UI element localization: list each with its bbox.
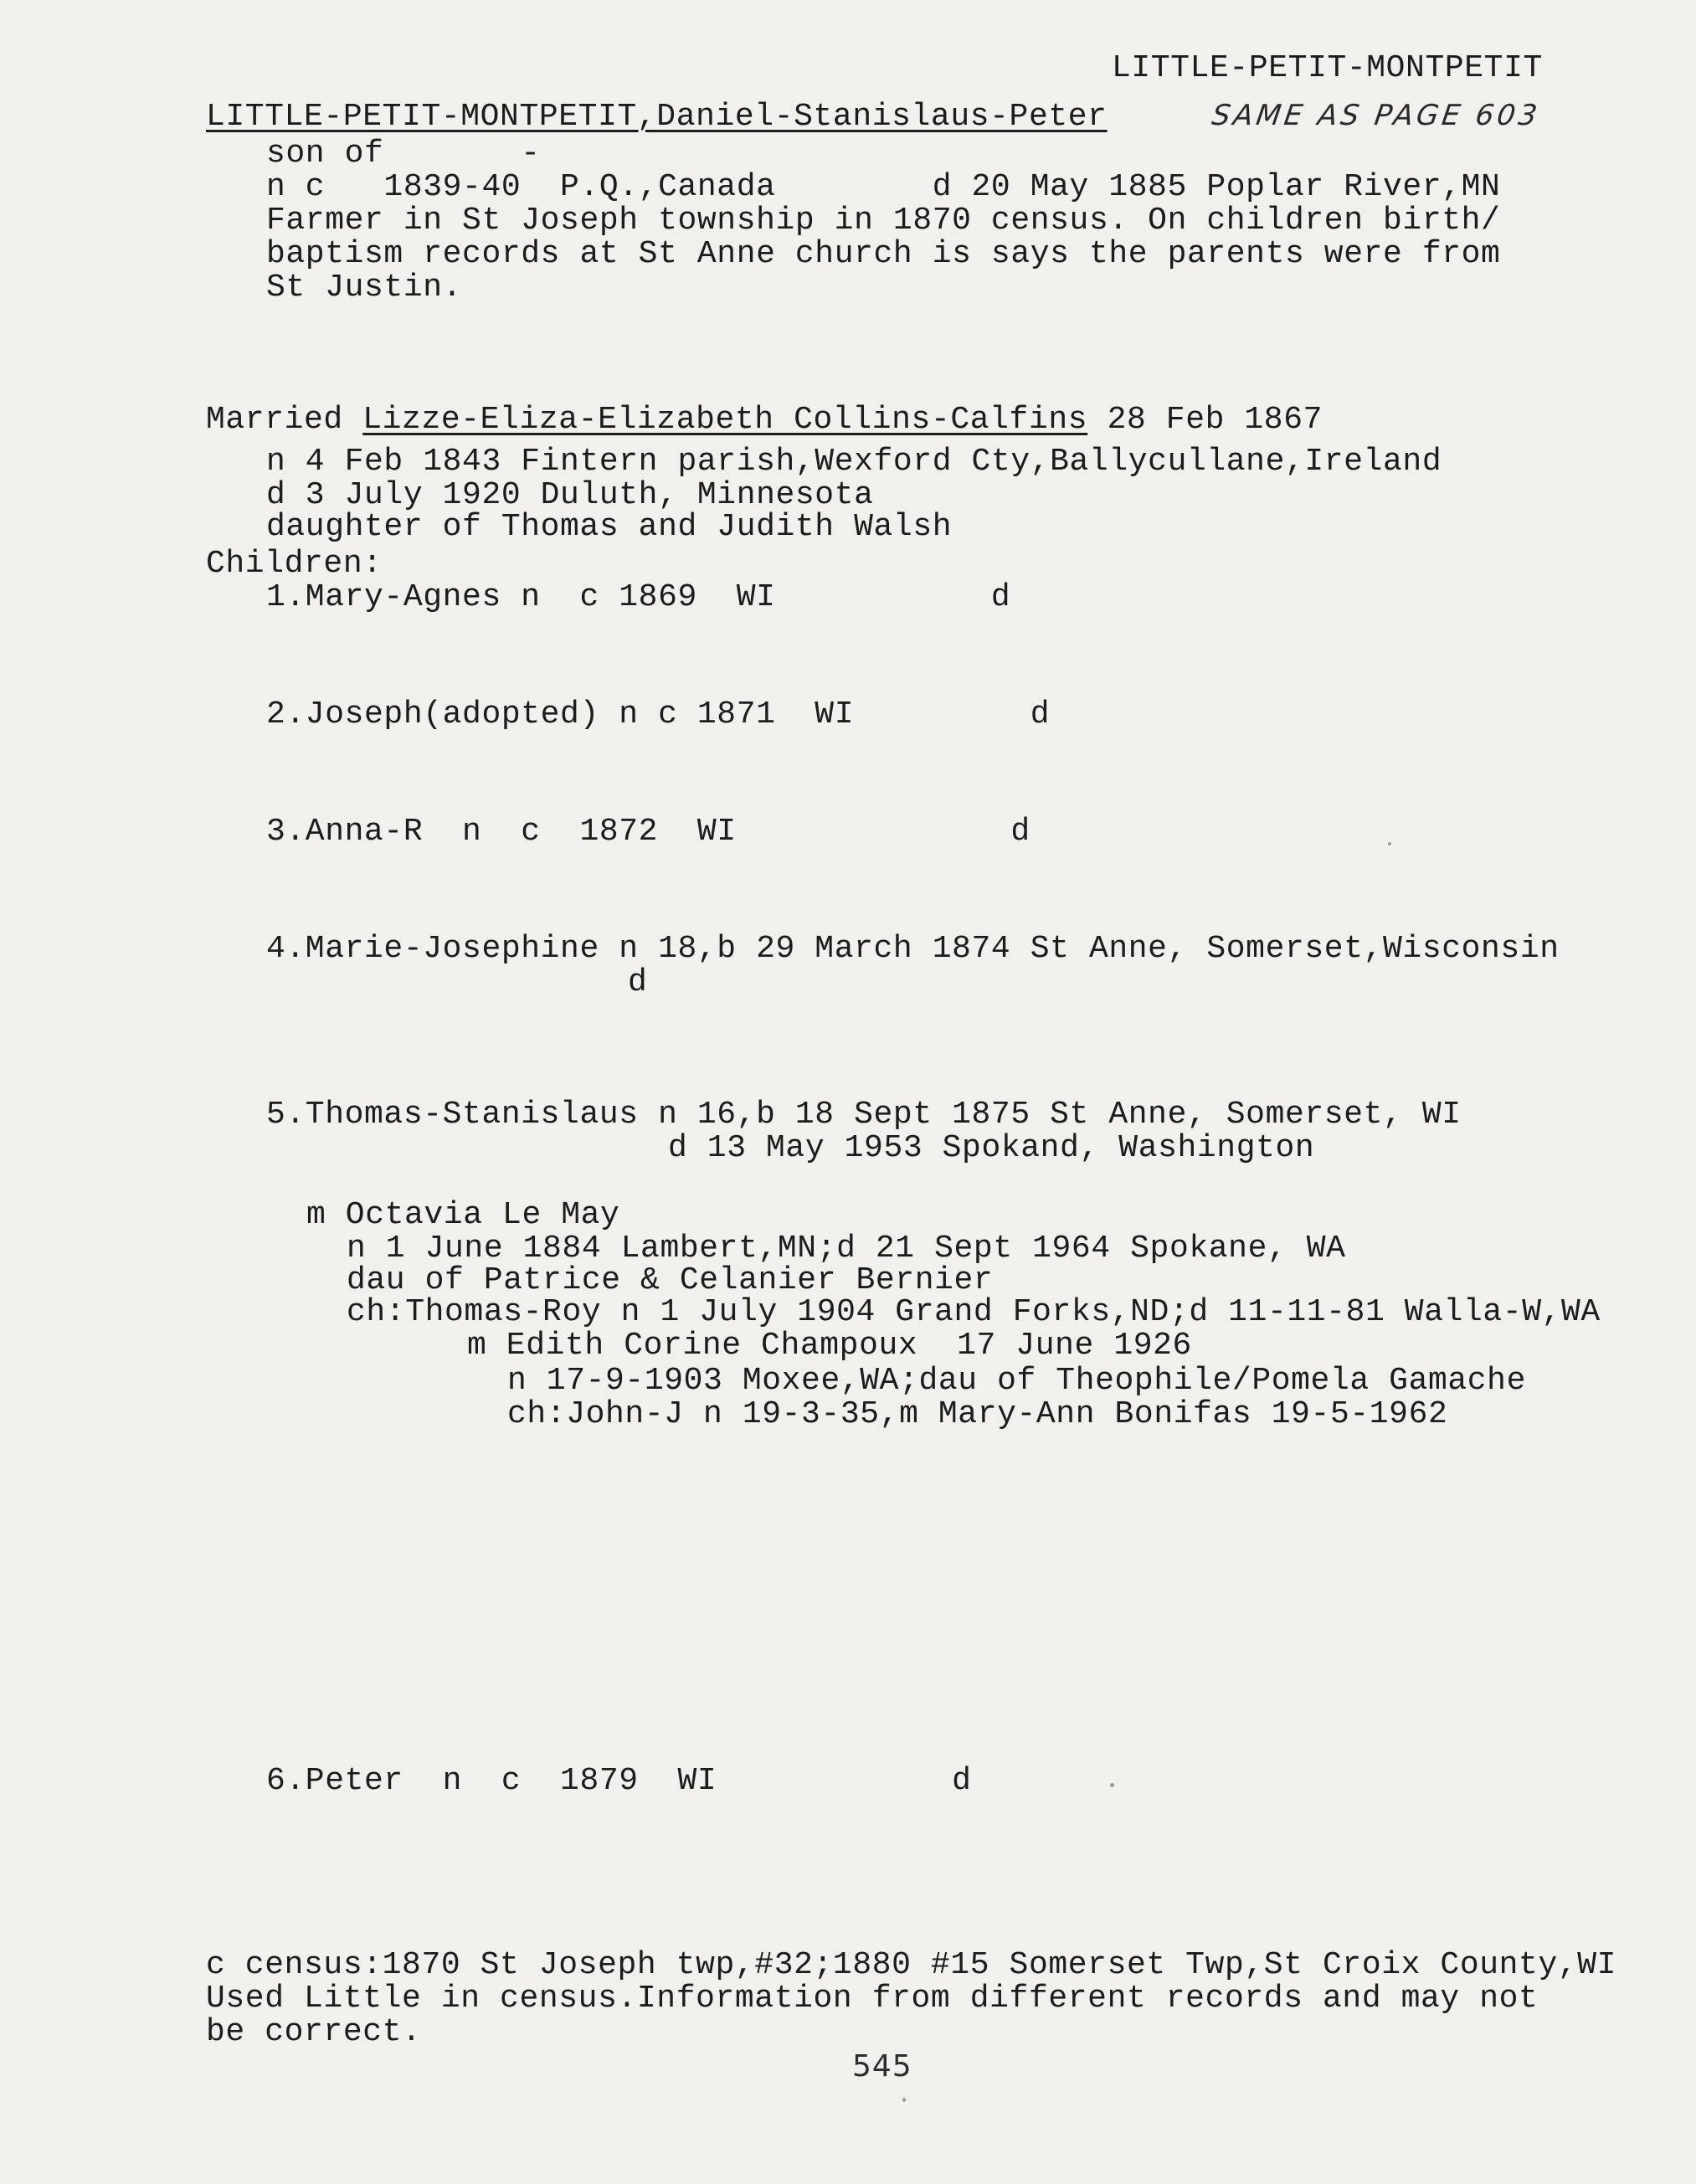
child-5-child: ch:Thomas-Roy n 1 July 1904 Grand Forks,ND;d 11-11-81 Walla-W,WA — [347, 1294, 1601, 1330]
subject-name: LITTLE-PETIT-MONTPETIT,Daniel-Stanislaus-Peter — [206, 99, 1108, 135]
paper-speck — [1388, 842, 1391, 845]
children-heading: Children: — [206, 546, 383, 582]
birth-death-line: n c 1839-40 P.Q.,Canada d 20 May 1885 Poplar River,MN — [266, 169, 1501, 205]
child-5-child-spouse: m Edith Corine Champoux 17 June 1926 — [467, 1328, 1192, 1364]
note-line-2: baptism records at St Anne church is says the parents were from — [266, 236, 1501, 272]
marriage-line — [206, 403, 1323, 437]
child-3: 3.Anna-R n c 1872 WI d — [266, 814, 1030, 850]
footnote-1: c census:1870 St Joseph twp,#32;1880 #15 Somerset Twp,St Croix County,WI — [206, 1947, 1617, 1983]
child-5-grandchild: ch:John-J n 19-3-35,m Mary-Ann Bonifas 19-5-1962 — [507, 1396, 1448, 1432]
handwritten-note: SAME AS PAGE 603 — [1210, 99, 1543, 132]
note-line-1: Farmer in St Joseph township in 1870 census. On children birth/ — [266, 203, 1501, 239]
spouse-name: Lizze-Eliza-Elizabeth Collins-Calfins — [362, 402, 1088, 438]
child-5-spouse-dates: n 1 June 1884 Lambert,MN;d 21 Sept 1964 Spokane, WA — [347, 1231, 1346, 1267]
paper-speck — [902, 2098, 906, 2102]
child-4-death: d — [628, 964, 648, 1000]
child-2: 2.Joseph(adopted) n c 1871 WI d — [266, 696, 1051, 732]
child-4: 4.Marie-Josephine n 18,b 29 March 1874 St Anne, Somerset,Wisconsin — [266, 931, 1560, 967]
spouse-death: d 3 July 1920 Duluth, Minnesota — [266, 477, 874, 513]
note-line-3: St Justin. — [266, 270, 463, 306]
spouse-birth: n 4 Feb 1843 Fintern parish,Wexford Cty,Ballycullane,Ireland — [266, 444, 1442, 480]
footnote-2: Used Little in census.Information from different records and may not — [206, 1981, 1539, 2017]
footnote-3: be correct. — [206, 2014, 422, 2050]
child-5: 5.Thomas-Stanislaus n 16,b 18 Sept 1875 St Anne, Somerset, WI — [266, 1097, 1462, 1133]
child-5-death: d 13 May 1953 Spokand, Washington — [668, 1130, 1315, 1166]
married-prefix: Married — [206, 402, 363, 438]
page-number: 545 — [852, 2049, 912, 2084]
child-5-child-spouse-dates: n 17-9-1903 Moxee,WA;dau of Theophile/Pomela Gamache — [507, 1363, 1526, 1399]
child-5-spouse-parents: dau of Patrice & Celanier Bernier — [347, 1262, 994, 1298]
son-of-line: son of - — [266, 136, 541, 172]
marriage-date: 28 Feb 1867 — [1087, 402, 1323, 438]
child-6: 6.Peter n c 1879 WI d — [266, 1763, 972, 1799]
child-5-spouse: m Octavia Le May — [306, 1197, 620, 1233]
header-surname: LITTLE-PETIT-MONTPETIT — [1112, 50, 1543, 86]
child-1: 1.Mary-Agnes n c 1869 WI d — [266, 579, 1011, 615]
paper-speck — [1110, 1783, 1114, 1787]
spouse-parents: daughter of Thomas and Judith Walsh — [266, 509, 953, 545]
